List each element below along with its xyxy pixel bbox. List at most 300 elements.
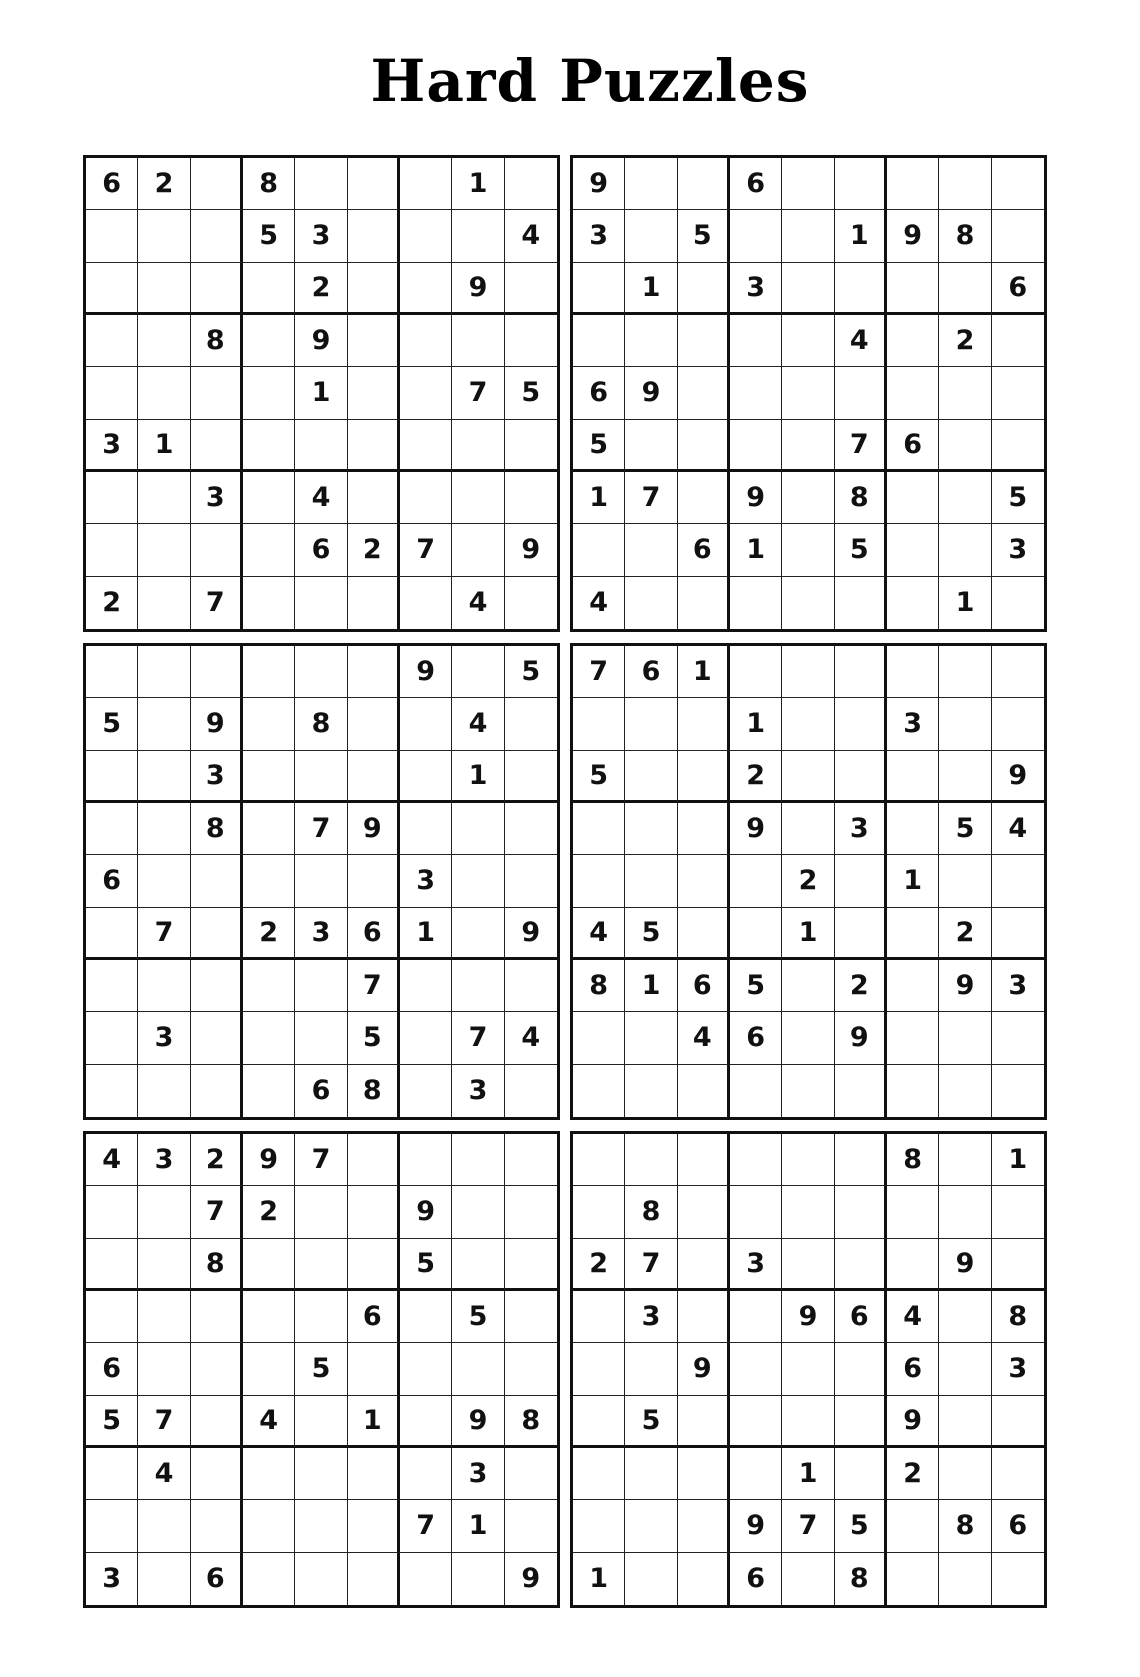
sudoku-cell	[86, 803, 138, 855]
sudoku-cell: 4	[138, 1448, 190, 1500]
sudoku-cell: 2	[939, 315, 991, 367]
sudoku-cell	[573, 803, 625, 855]
sudoku-cell: 6	[678, 524, 730, 576]
sudoku-cell: 1	[573, 472, 625, 524]
sudoku-cell	[505, 263, 557, 315]
sudoku-cell	[348, 367, 400, 419]
sudoku-cell	[782, 1239, 834, 1291]
sudoku-cell	[782, 158, 834, 210]
sudoku-cell	[887, 1065, 939, 1117]
sudoku-cell	[400, 315, 452, 367]
sudoku-cell: 3	[295, 908, 347, 960]
sudoku-cell: 5	[86, 1396, 138, 1448]
sudoku-cell	[243, 1448, 295, 1500]
sudoku-cell	[782, 1343, 834, 1395]
sudoku-cell	[625, 698, 677, 750]
sudoku-cell: 7	[782, 1500, 834, 1552]
sudoku-cell: 9	[505, 908, 557, 960]
sudoku-cell	[835, 908, 887, 960]
sudoku-cell	[573, 698, 625, 750]
sudoku-cell: 4	[573, 577, 625, 629]
sudoku-cell	[678, 1291, 730, 1343]
sudoku-cell	[400, 472, 452, 524]
sudoku-cell	[505, 960, 557, 1012]
sudoku-cell	[138, 855, 190, 907]
sudoku-cell	[505, 1343, 557, 1395]
sudoku-cell	[243, 855, 295, 907]
sudoku-cell	[138, 1186, 190, 1238]
sudoku-cell	[86, 1239, 138, 1291]
sudoku-cell: 6	[887, 1343, 939, 1395]
sudoku-cell: 2	[730, 751, 782, 803]
sudoku-cell	[939, 698, 991, 750]
sudoku-cell	[992, 1553, 1044, 1605]
sudoku-cell: 5	[573, 751, 625, 803]
sudoku-cell: 5	[625, 908, 677, 960]
sudoku-cell: 1	[782, 908, 834, 960]
sudoku-cell: 1	[887, 855, 939, 907]
sudoku-cell: 9	[939, 960, 991, 1012]
sudoku-cell: 4	[835, 315, 887, 367]
sudoku-cell	[191, 908, 243, 960]
sudoku-cell	[295, 1186, 347, 1238]
sudoku-cell: 5	[835, 1500, 887, 1552]
sudoku-cell	[992, 855, 1044, 907]
sudoku-cell	[295, 960, 347, 1012]
sudoku-cell	[730, 1134, 782, 1186]
sudoku-cell	[573, 1396, 625, 1448]
sudoku-cell	[678, 1186, 730, 1238]
sudoku-cell	[452, 1343, 504, 1395]
sudoku-cell	[887, 1186, 939, 1238]
sudoku-cell	[86, 263, 138, 315]
sudoku-cell: 6	[295, 524, 347, 576]
sudoku-cell	[939, 1343, 991, 1395]
sudoku-cell: 6	[887, 420, 939, 472]
sudoku-cell: 9	[730, 803, 782, 855]
sudoku-cell: 7	[138, 908, 190, 960]
sudoku-cell: 2	[243, 1186, 295, 1238]
sudoku-cell	[835, 1448, 887, 1500]
sudoku-cell: 5	[295, 1343, 347, 1395]
sudoku-cell	[295, 1500, 347, 1552]
sudoku-cell	[191, 158, 243, 210]
sudoku-cell	[400, 263, 452, 315]
sudoku-cell: 1	[573, 1553, 625, 1605]
sudoku-cell: 4	[505, 1012, 557, 1064]
sudoku-cell	[887, 960, 939, 1012]
sudoku-cell: 2	[782, 855, 834, 907]
sudoku-cell	[452, 210, 504, 262]
sudoku-cell: 7	[625, 1239, 677, 1291]
sudoku-cell	[887, 908, 939, 960]
sudoku-cell	[452, 315, 504, 367]
sudoku-cell	[573, 524, 625, 576]
sudoku-cell	[295, 1239, 347, 1291]
sudoku-cell: 1	[452, 158, 504, 210]
sudoku-cell	[782, 1065, 834, 1117]
sudoku-cell: 7	[295, 803, 347, 855]
sudoku-cell: 9	[400, 1186, 452, 1238]
sudoku-cell: 1	[730, 698, 782, 750]
sudoku-cell: 8	[573, 960, 625, 1012]
sudoku-cell	[625, 751, 677, 803]
sudoku-cell	[887, 803, 939, 855]
sudoku-cell	[678, 803, 730, 855]
sudoku-cell	[782, 263, 834, 315]
sudoku-cell	[730, 1396, 782, 1448]
sudoku-cell	[573, 855, 625, 907]
sudoku-cell: 3	[452, 1448, 504, 1500]
sudoku-cell: 5	[625, 1396, 677, 1448]
sudoku-cell	[625, 855, 677, 907]
sudoku-cell	[243, 315, 295, 367]
sudoku-cell	[835, 855, 887, 907]
sudoku-cell	[243, 646, 295, 698]
sudoku-cell	[243, 1239, 295, 1291]
sudoku-cell	[400, 158, 452, 210]
sudoku-cell	[782, 1396, 834, 1448]
sudoku-cell	[625, 158, 677, 210]
sudoku-cell	[887, 1012, 939, 1064]
sudoku-cell	[505, 1239, 557, 1291]
sudoku-cell	[678, 158, 730, 210]
sudoku-cell	[782, 1553, 834, 1605]
sudoku-cell	[348, 855, 400, 907]
sudoku-cell	[939, 1553, 991, 1605]
sudoku-cell: 3	[400, 855, 452, 907]
sudoku-cell	[86, 1500, 138, 1552]
sudoku-cell	[992, 1448, 1044, 1500]
sudoku-cell	[348, 315, 400, 367]
sudoku-cell	[887, 263, 939, 315]
sudoku-cell	[887, 1500, 939, 1552]
sudoku-cell: 2	[939, 908, 991, 960]
sudoku-cell	[505, 1291, 557, 1343]
sudoku-cell	[348, 1500, 400, 1552]
sudoku-cell: 1	[730, 524, 782, 576]
sudoku-cell	[625, 1065, 677, 1117]
sudoku-cell	[138, 472, 190, 524]
sudoku-cell	[992, 1186, 1044, 1238]
sudoku-cell	[138, 646, 190, 698]
sudoku-cell	[992, 420, 1044, 472]
sudoku-cell: 9	[243, 1134, 295, 1186]
sudoku-cell	[573, 1500, 625, 1552]
sudoku-cell	[782, 803, 834, 855]
sudoku-cell: 8	[191, 1239, 243, 1291]
sudoku-cell: 1	[835, 210, 887, 262]
sudoku-cell	[782, 1186, 834, 1238]
sudoku-cell	[678, 1396, 730, 1448]
sudoku-cell: 5	[243, 210, 295, 262]
sudoku-cell	[505, 1134, 557, 1186]
sudoku-cell: 8	[505, 1396, 557, 1448]
sudoku-cell	[452, 908, 504, 960]
sudoku-cell	[782, 315, 834, 367]
sudoku-cell: 5	[835, 524, 887, 576]
sudoku-cell: 7	[625, 472, 677, 524]
sudoku-cell: 6	[678, 960, 730, 1012]
sudoku-cell: 9	[730, 472, 782, 524]
sudoku-cell: 8	[939, 210, 991, 262]
sudoku-cell	[992, 1065, 1044, 1117]
sudoku-cell	[86, 210, 138, 262]
sudoku-cell	[295, 855, 347, 907]
sudoku-cell: 7	[452, 1012, 504, 1064]
sudoku-cell	[678, 577, 730, 629]
sudoku-cell: 8	[191, 803, 243, 855]
sudoku-cell: 9	[730, 1500, 782, 1552]
sudoku-cell	[730, 855, 782, 907]
sudoku-cell	[730, 1291, 782, 1343]
sudoku-cell	[138, 1065, 190, 1117]
sudoku-cell	[348, 472, 400, 524]
sudoku-cell: 3	[992, 524, 1044, 576]
sudoku-cell	[400, 1553, 452, 1605]
sudoku-cell	[452, 855, 504, 907]
sudoku-cell	[138, 698, 190, 750]
sudoku-cell	[243, 1012, 295, 1064]
sudoku-cell	[86, 367, 138, 419]
sudoku-cell	[452, 1239, 504, 1291]
sudoku-cell	[678, 1448, 730, 1500]
sudoku-cell: 9	[939, 1239, 991, 1291]
sudoku-cell	[243, 751, 295, 803]
sudoku-cell: 1	[138, 420, 190, 472]
sudoku-puzzle-2	[570, 155, 1047, 632]
sudoku-cell	[678, 855, 730, 907]
sudoku-cell: 3	[992, 960, 1044, 1012]
sudoku-cell	[887, 524, 939, 576]
sudoku-puzzle-3	[83, 643, 560, 1120]
sudoku-cell: 3	[625, 1291, 677, 1343]
sudoku-cell: 3	[730, 263, 782, 315]
sudoku-cell	[505, 803, 557, 855]
sudoku-cell	[505, 420, 557, 472]
sudoku-cell	[625, 577, 677, 629]
sudoku-cell	[295, 1553, 347, 1605]
sudoku-cell	[348, 263, 400, 315]
sudoku-cell	[939, 1186, 991, 1238]
sudoku-cell: 1	[295, 367, 347, 419]
sudoku-cell	[835, 1134, 887, 1186]
sudoku-cell: 9	[678, 1343, 730, 1395]
sudoku-cell	[625, 315, 677, 367]
sudoku-cell	[295, 158, 347, 210]
sudoku-cell	[573, 1134, 625, 1186]
sudoku-cell: 5	[678, 210, 730, 262]
sudoku-cell	[573, 1343, 625, 1395]
sudoku-cell: 9	[625, 367, 677, 419]
sudoku-cell: 6	[730, 1012, 782, 1064]
sudoku-puzzle-5	[83, 1131, 560, 1608]
sudoku-cell	[939, 420, 991, 472]
sudoku-cell	[505, 698, 557, 750]
sudoku-cell	[887, 577, 939, 629]
sudoku-cell	[191, 960, 243, 1012]
sudoku-cell	[992, 646, 1044, 698]
sudoku-cell	[505, 315, 557, 367]
sudoku-cell: 5	[573, 420, 625, 472]
sudoku-cell	[782, 367, 834, 419]
sudoku-cell: 5	[452, 1291, 504, 1343]
sudoku-cell	[730, 577, 782, 629]
sudoku-cell	[243, 577, 295, 629]
sudoku-cell	[191, 420, 243, 472]
sudoku-cell	[939, 524, 991, 576]
sudoku-cell	[573, 1012, 625, 1064]
sudoku-cell	[678, 1239, 730, 1291]
sudoku-cell	[348, 1448, 400, 1500]
sudoku-cell	[505, 1500, 557, 1552]
sudoku-cell	[835, 1065, 887, 1117]
sudoku-cell	[678, 367, 730, 419]
sudoku-cell	[573, 1291, 625, 1343]
sudoku-cell	[243, 472, 295, 524]
sudoku-cell	[678, 1134, 730, 1186]
sudoku-cell: 6	[625, 646, 677, 698]
sudoku-cell	[400, 1448, 452, 1500]
sudoku-cell	[992, 1396, 1044, 1448]
sudoku-cell	[505, 472, 557, 524]
sudoku-cell: 5	[86, 698, 138, 750]
sudoku-cell	[835, 751, 887, 803]
sudoku-cell	[887, 315, 939, 367]
sudoku-cell	[191, 263, 243, 315]
sudoku-cell	[835, 1343, 887, 1395]
sudoku-cell	[400, 420, 452, 472]
sudoku-cell	[86, 646, 138, 698]
sudoku-cell	[887, 751, 939, 803]
sudoku-cell	[295, 646, 347, 698]
sudoku-cell: 6	[730, 158, 782, 210]
sudoku-cell	[505, 577, 557, 629]
sudoku-cell	[348, 1343, 400, 1395]
sudoku-cell	[992, 908, 1044, 960]
sudoku-cell: 7	[573, 646, 625, 698]
sudoku-cell	[191, 1448, 243, 1500]
sudoku-cell	[400, 698, 452, 750]
sudoku-cell	[730, 646, 782, 698]
sudoku-cell	[887, 158, 939, 210]
sudoku-cell	[86, 1448, 138, 1500]
sudoku-cell	[678, 315, 730, 367]
sudoku-cell	[678, 1553, 730, 1605]
sudoku-cell	[86, 1186, 138, 1238]
sudoku-cell	[243, 1291, 295, 1343]
sudoku-cell	[573, 315, 625, 367]
sudoku-cell	[295, 1012, 347, 1064]
sudoku-cell: 6	[573, 367, 625, 419]
sudoku-cell: 1	[625, 263, 677, 315]
sudoku-cell	[191, 855, 243, 907]
sudoku-cell	[400, 960, 452, 1012]
sudoku-cell	[992, 577, 1044, 629]
sudoku-cell	[939, 1134, 991, 1186]
sudoku-cell	[191, 1291, 243, 1343]
sudoku-cell	[295, 751, 347, 803]
sudoku-cell	[573, 1186, 625, 1238]
sudoku-cell: 8	[295, 698, 347, 750]
sudoku-cell: 6	[191, 1553, 243, 1605]
sudoku-cell	[573, 263, 625, 315]
sudoku-cell	[678, 1065, 730, 1117]
sudoku-cell	[782, 751, 834, 803]
page-title: Hard Puzzles	[370, 47, 810, 115]
sudoku-cell	[348, 1186, 400, 1238]
sudoku-cell	[992, 158, 1044, 210]
sudoku-cell	[782, 698, 834, 750]
sudoku-cell: 4	[452, 577, 504, 629]
sudoku-cell: 7	[835, 420, 887, 472]
sudoku-cell: 8	[625, 1186, 677, 1238]
sudoku-cell: 5	[730, 960, 782, 1012]
sudoku-cell: 2	[138, 158, 190, 210]
sudoku-cell: 9	[295, 315, 347, 367]
sudoku-cell	[992, 315, 1044, 367]
sudoku-cell	[835, 646, 887, 698]
sudoku-cell: 7	[191, 577, 243, 629]
sudoku-cell: 6	[348, 1291, 400, 1343]
sudoku-cell: 2	[243, 908, 295, 960]
sudoku-cell	[191, 646, 243, 698]
sudoku-cell: 8	[887, 1134, 939, 1186]
sudoku-cell: 3	[573, 210, 625, 262]
sudoku-cell	[939, 1291, 991, 1343]
sudoku-cell: 6	[295, 1065, 347, 1117]
sudoku-cell	[939, 751, 991, 803]
sudoku-cell: 1	[782, 1448, 834, 1500]
sudoku-cell: 5	[400, 1239, 452, 1291]
sudoku-cell	[243, 524, 295, 576]
sudoku-cell	[348, 1134, 400, 1186]
sudoku-cell: 2	[573, 1239, 625, 1291]
sudoku-cell	[348, 158, 400, 210]
sudoku-cell	[835, 698, 887, 750]
sudoku-cell: 3	[138, 1134, 190, 1186]
sudoku-cell	[400, 367, 452, 419]
sudoku-cell	[625, 210, 677, 262]
sudoku-cell	[505, 1448, 557, 1500]
sudoku-cell: 9	[573, 158, 625, 210]
sudoku-cell: 6	[730, 1553, 782, 1605]
sudoku-cell	[939, 646, 991, 698]
sudoku-cell	[505, 158, 557, 210]
sudoku-cell	[138, 960, 190, 1012]
sudoku-cell	[400, 1396, 452, 1448]
sudoku-cell	[86, 524, 138, 576]
sudoku-puzzle-4	[570, 643, 1047, 1120]
sudoku-cell: 7	[400, 524, 452, 576]
sudoku-cell: 7	[400, 1500, 452, 1552]
sudoku-cell	[138, 1239, 190, 1291]
sudoku-cell: 4	[452, 698, 504, 750]
sudoku-cell: 3	[887, 698, 939, 750]
sudoku-cell	[992, 1012, 1044, 1064]
sudoku-cell	[887, 646, 939, 698]
sudoku-cell	[782, 210, 834, 262]
sudoku-cell: 3	[730, 1239, 782, 1291]
sudoku-cell: 3	[191, 472, 243, 524]
sudoku-cell	[678, 751, 730, 803]
sudoku-cell	[887, 367, 939, 419]
sudoku-cell	[678, 472, 730, 524]
sudoku-cell	[86, 960, 138, 1012]
sudoku-cell: 9	[400, 646, 452, 698]
sudoku-cell	[400, 1134, 452, 1186]
sudoku-cell	[730, 315, 782, 367]
